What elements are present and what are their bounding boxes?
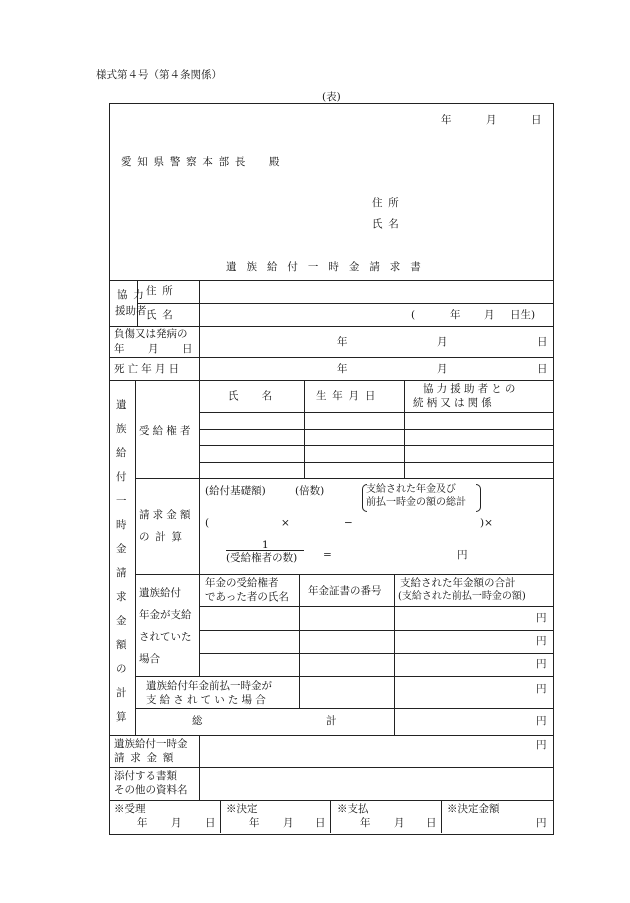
decided-label: ※決定 — [226, 803, 258, 815]
calc-multiplier: (倍数) — [295, 485, 325, 497]
paid-month: 月 — [394, 817, 405, 829]
decided-year: 年 — [249, 817, 260, 829]
injury-label-1: 負傷又は発病の — [114, 328, 188, 340]
calc-yen: 円 — [457, 549, 468, 561]
applicant-name-label: 氏名 — [372, 218, 405, 230]
divider — [330, 800, 331, 833]
section-label-char: の — [116, 663, 127, 675]
received-year: 年 — [137, 817, 148, 829]
section-label-char: 請 — [116, 567, 127, 579]
divider — [109, 357, 553, 358]
divider — [135, 380, 136, 735]
pension-label-3: されていた — [139, 631, 192, 643]
attachments-label-2: その他の資料名 — [114, 784, 188, 796]
decided-amount-label: ※決定金額 — [447, 803, 500, 815]
pension-header-total-1: 支給された年金額の合計 — [400, 577, 516, 589]
pension-label-4: 場合 — [139, 653, 160, 665]
paid-day: 日 — [426, 817, 437, 829]
calc-close-times: )× — [480, 517, 493, 529]
divider — [299, 574, 300, 708]
calc-label-1: 請求金額 — [139, 509, 194, 521]
received-day: 日 — [205, 817, 216, 829]
divider — [199, 574, 200, 676]
calc-minus: − — [344, 517, 353, 529]
calc-equals: = — [323, 549, 332, 561]
claim-yen: 円 — [536, 739, 547, 751]
section-label-char: 族 — [116, 423, 127, 435]
section-label-char: 時 — [116, 519, 127, 531]
decided-day: 日 — [315, 817, 326, 829]
death-month: 月 — [437, 363, 448, 375]
calc-times: × — [281, 517, 290, 529]
divider — [199, 412, 553, 413]
divider — [135, 708, 553, 709]
injury-month: 月 — [437, 336, 448, 348]
calc-base-amount: (給付基礎額) — [205, 485, 266, 497]
divider — [220, 800, 221, 833]
injury-day: 日 — [537, 336, 548, 348]
divider — [199, 653, 553, 654]
divider — [109, 735, 553, 736]
attachments-label-1: 添付する書類 — [114, 770, 177, 782]
divider — [199, 280, 200, 380]
pension-label-2: 年金が支給 — [139, 609, 192, 621]
total-label-b: 計 — [326, 715, 337, 727]
divider — [135, 478, 553, 479]
divider — [199, 462, 553, 463]
divider — [109, 326, 553, 327]
section-label-char: 計 — [116, 687, 127, 699]
divider — [109, 280, 553, 281]
divider — [135, 574, 553, 575]
honorific: 殿 — [269, 156, 280, 168]
claim-label-1: 遺族給付一時金 — [114, 738, 188, 750]
pension-yen-1: 円 — [536, 612, 547, 624]
divider — [199, 606, 553, 607]
paid-year: 年 — [360, 817, 371, 829]
received-label: ※受理 — [114, 803, 146, 815]
paid-label: ※支払 — [337, 803, 369, 815]
section-label-char: 算 — [116, 711, 127, 723]
received-month: 月 — [171, 817, 182, 829]
claim-label-2: 請求金額 — [114, 752, 180, 764]
date-year: 年 — [441, 114, 452, 126]
section-label-char: 給 — [116, 447, 127, 459]
section-label-char: 付 — [116, 471, 127, 483]
calc-paid-total-1: 支給された年金及び — [366, 484, 456, 495]
pension-yen-3: 円 — [536, 658, 547, 670]
helper-name-label: 氏名 — [146, 309, 179, 321]
injury-label-y: 年 — [114, 343, 125, 355]
death-year: 年 — [337, 363, 348, 375]
recipients-label: 受給権者 — [139, 425, 194, 437]
pension-header-name-1: 年金の受給権者 — [205, 577, 279, 589]
form-title: 遺族給付一時金請求書 — [226, 261, 431, 273]
divider — [441, 800, 442, 833]
section-label-char: 求 — [116, 591, 127, 603]
divider — [137, 303, 553, 304]
form-face-label: (表) — [322, 91, 341, 103]
divider — [394, 574, 395, 735]
decided-month: 月 — [283, 817, 294, 829]
divider — [109, 380, 553, 381]
total-yen: 円 — [536, 715, 547, 727]
advance-label-1: 遺族給付年金前払一時金が — [146, 680, 272, 692]
calc-open-paren: ( — [205, 517, 210, 529]
helper-address-label: 住所 — [146, 285, 179, 297]
helper-label-2: 援助者 — [115, 305, 147, 317]
date-month: 月 — [486, 114, 497, 126]
divider — [199, 630, 553, 631]
calc-numerator: 1 — [262, 539, 269, 551]
divider — [199, 735, 200, 800]
pension-header-name-2: であった者の氏名 — [205, 591, 289, 603]
divider — [109, 767, 553, 768]
birth-open: ( — [411, 309, 416, 321]
helper-label-1: 協力 — [117, 289, 150, 301]
section-label-char: 遺 — [116, 399, 127, 411]
divider — [199, 478, 200, 574]
date-day: 日 — [531, 114, 542, 126]
form-number: 様式第４号（第４条関係） — [96, 69, 222, 81]
pension-header-total-2: (支給された前払一時金の額) — [398, 591, 526, 602]
calc-paid-total-2: 前払一時金の額の総計 — [366, 497, 466, 508]
divider — [109, 800, 553, 801]
calc-label-2: の計算 — [139, 531, 188, 543]
section-label-char: 金 — [116, 543, 127, 555]
recipients-header-name: 氏名 — [228, 390, 296, 402]
advance-label-2: 支給されていた場合 — [146, 694, 269, 706]
decided-amount-yen: 円 — [536, 817, 547, 829]
fraction-bar — [226, 550, 304, 551]
divider — [135, 676, 553, 677]
advance-yen: 円 — [536, 683, 547, 695]
divider — [199, 445, 553, 446]
pension-label-1: 遺族給付 — [139, 587, 181, 599]
applicant-address-label: 住所 — [372, 197, 405, 209]
section-label-char: 一 — [116, 495, 127, 507]
section-label-char: 額 — [116, 639, 127, 651]
recipients-header-relation-1: 協力援助者との — [423, 383, 519, 395]
section-label-char: 金 — [116, 615, 127, 627]
injury-year: 年 — [337, 336, 348, 348]
recipients-header-dob: 生年月日 — [316, 390, 382, 402]
death-day: 日 — [537, 363, 548, 375]
pension-header-cert: 年金証書の番号 — [308, 585, 382, 597]
death-label: 死亡年月日 — [114, 363, 183, 375]
paren-right — [476, 484, 481, 512]
divider — [199, 429, 553, 430]
birth-day: 日生) — [510, 309, 536, 321]
injury-label-d: 日 — [182, 343, 193, 355]
total-label-a: 総 — [192, 715, 203, 727]
birth-month: 月 — [484, 309, 495, 321]
pension-yen-2: 円 — [536, 635, 547, 647]
birth-year: 年 — [450, 309, 461, 321]
calc-denominator: (受給権者の数) — [226, 552, 298, 564]
addressee: 愛知県警察本部長 — [121, 156, 252, 168]
recipients-header-relation-2: 続柄又は関係 — [413, 397, 495, 409]
injury-label-m: 月 — [148, 343, 159, 355]
